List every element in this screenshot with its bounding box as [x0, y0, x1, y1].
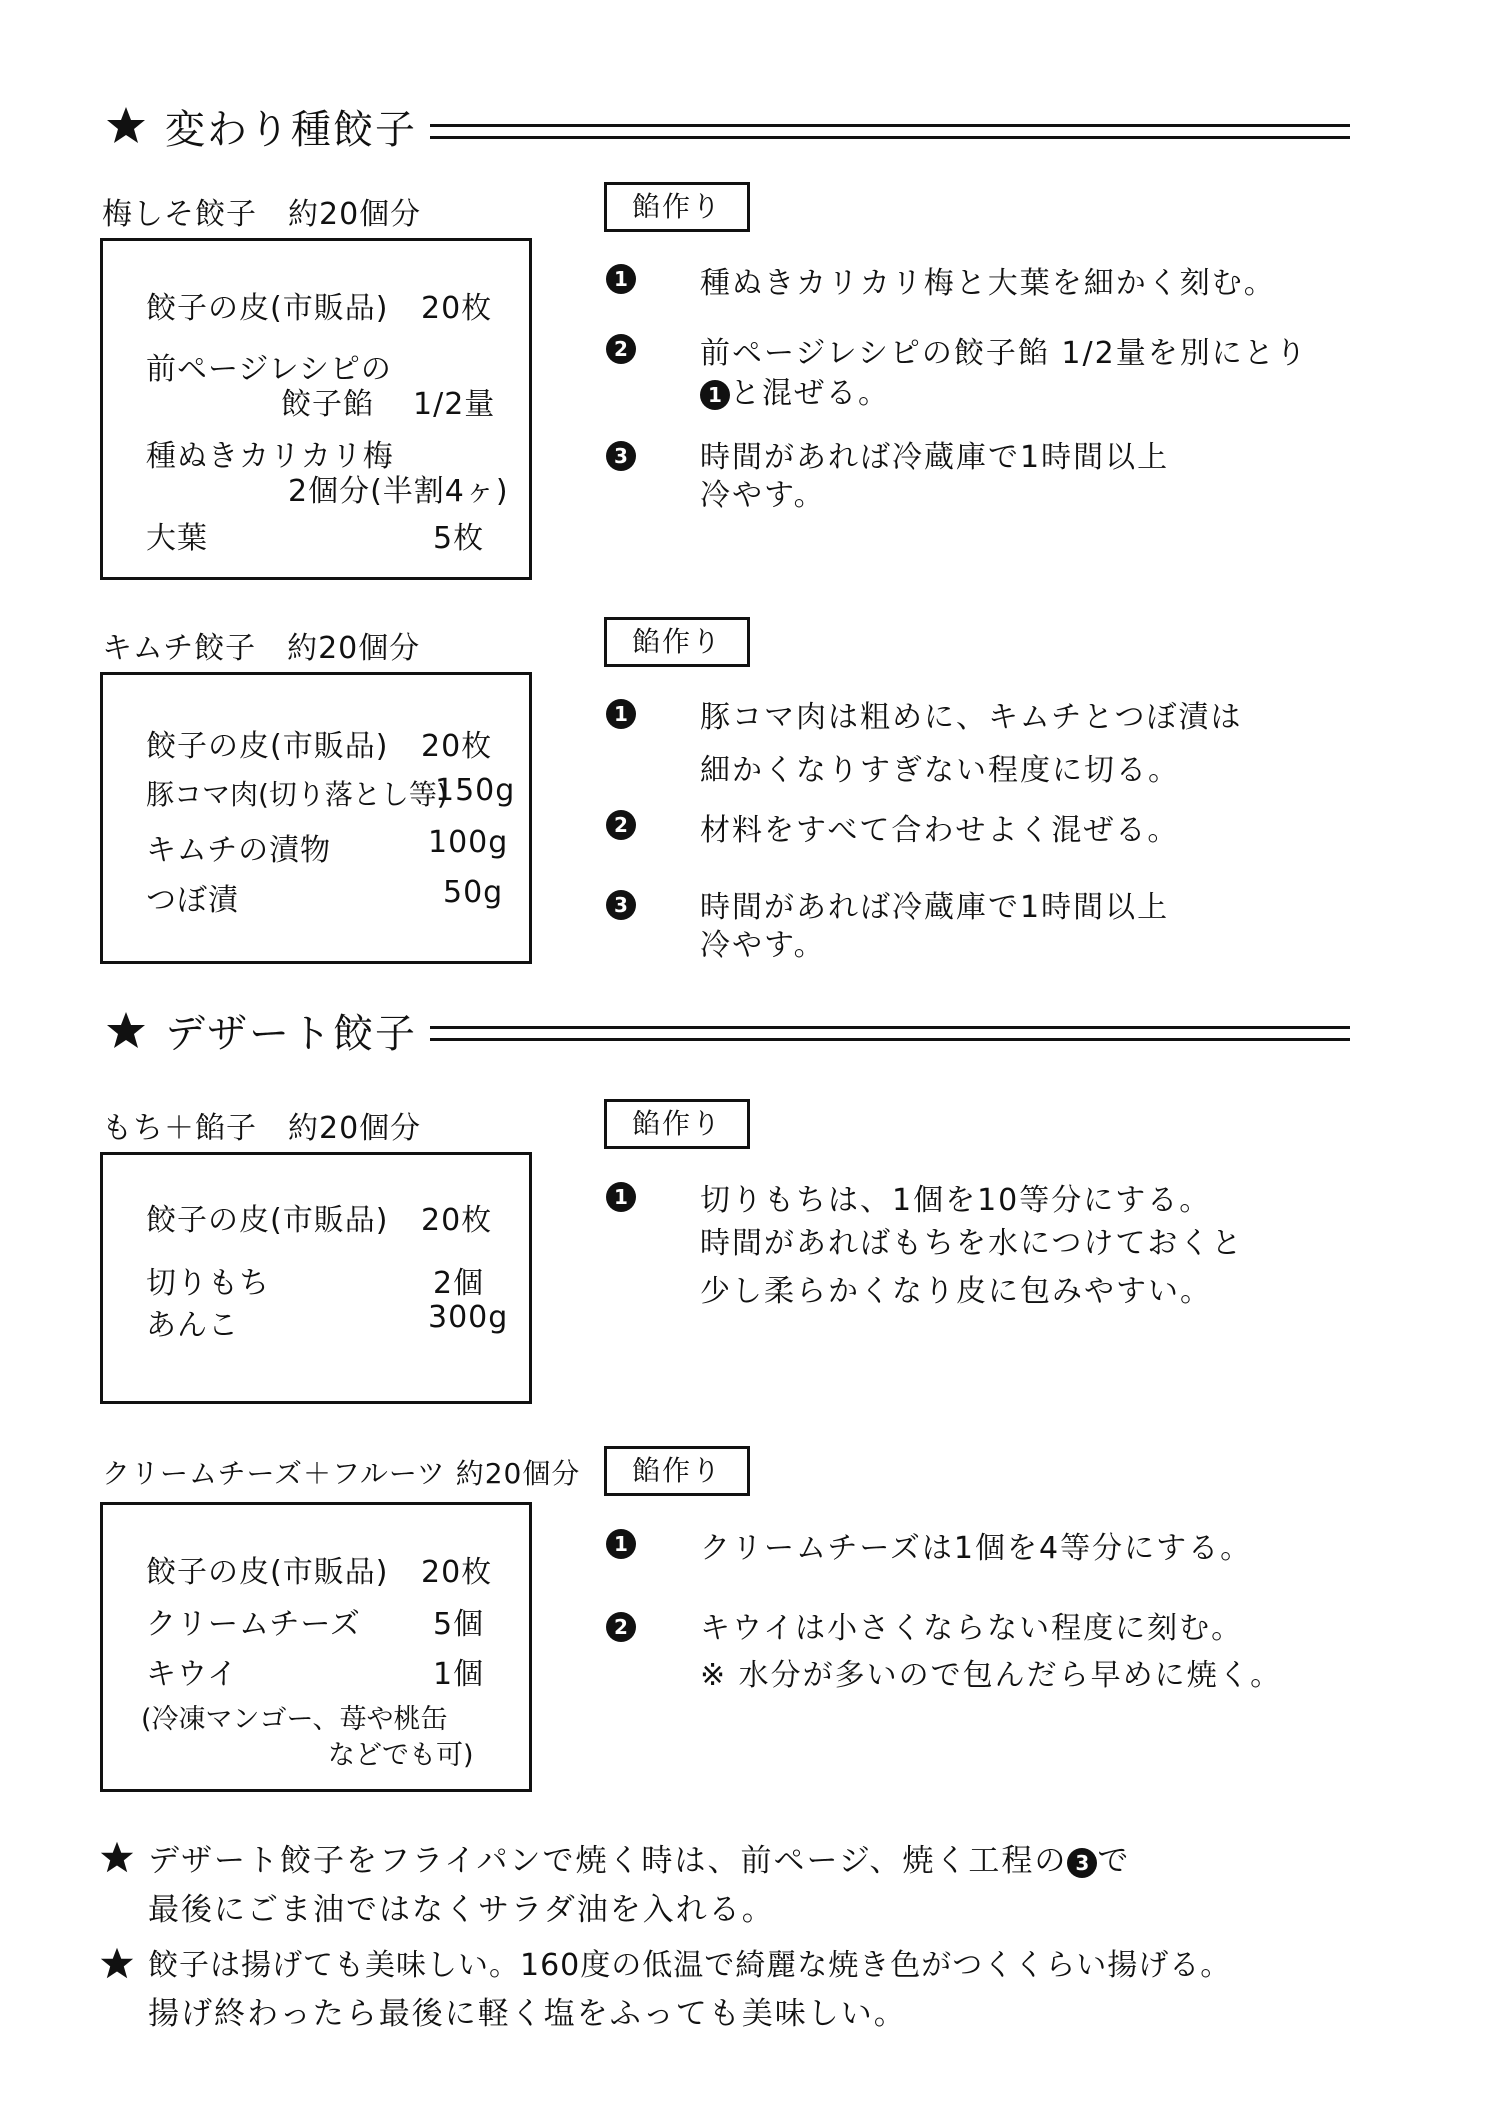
step-text: 時間があればもちを水につけておくと: [700, 1226, 1244, 1261]
ingredient-name: 前ページレシピの: [146, 352, 392, 387]
ingredient-name: 大葉: [146, 521, 208, 556]
step-text: 冷やす。: [700, 478, 826, 513]
ingredient-amount: 2個: [433, 1266, 485, 1301]
ingredient-amount: 5枚: [433, 521, 485, 556]
ingredient-name: などでも可): [328, 1740, 474, 1771]
ingredient-name: 餃子の皮(市販品): [146, 729, 389, 764]
ingredient-name: クリームチーズ: [146, 1607, 361, 1642]
section-title-dessert: デザート餃子: [165, 1011, 417, 1057]
step-text: ※ 水分が多いので包んだら早めに焼く。: [700, 1658, 1283, 1693]
section-title-variety: 変わり種餃子: [165, 107, 417, 153]
star-icon: [106, 1010, 146, 1050]
ingredient-name: (冷凍マンゴー、苺や桃缶: [141, 1704, 448, 1735]
step-text: キウイは小さくならない程度に刻む。: [700, 1611, 1244, 1646]
ingredient-name: 餃子の皮(市販品): [146, 1555, 389, 1590]
ingredient-name: 2個分(半割4ヶ): [288, 474, 509, 509]
note-text: [148, 1835, 1130, 1880]
note-text-part: デザート餃子をフライパンで焼く時は、前ページ、焼く工程の: [148, 1843, 1068, 1879]
step-number: 1: [606, 264, 636, 294]
ingredient-amount: 150g: [435, 773, 516, 808]
recipe-title-ume-shiso: 梅しそ餃子 約20個分: [102, 197, 422, 232]
recipe-title-cream-cheese-fruit: クリームチーズ＋フルーツ 約20個分: [102, 1457, 581, 1490]
ingredient-name: あんこ: [146, 1308, 239, 1343]
step-number: 1: [606, 699, 636, 729]
filling-tag: 餡作り: [604, 182, 750, 232]
note-ref-number: 3: [1067, 1848, 1097, 1878]
ingredient-name: 豚コマ肉(切り落とし等): [146, 778, 448, 811]
step-text: 細かくなりすぎない程度に切る。: [700, 753, 1180, 788]
step-text: 豚コマ肉は粗めに、キムチとつぼ漬は: [700, 700, 1243, 735]
ingredient-amount: 20枚: [421, 1203, 493, 1238]
ingredient-name: キムチの漬物: [146, 833, 332, 868]
step-text: 材料をすべて合わせよく混ぜる。: [700, 813, 1180, 848]
step-number: 3: [606, 441, 636, 471]
step-text: 切りもちは、1個を10等分にする。: [700, 1183, 1212, 1218]
step-number: 3: [606, 890, 636, 920]
note-text: 餃子は揚げても美味しい。160度の低温で綺麗な焼き色がつくくらい揚げる。: [148, 1948, 1232, 1983]
ingredient-box: [100, 1152, 532, 1404]
step-number: 2: [606, 1612, 636, 1642]
step-text: 時間があれば冷蔵庫で1時間以上: [700, 440, 1170, 475]
ingredient-name: 種ぬきカリカリ梅: [146, 439, 394, 474]
recipe-title-mochi-anko: もち＋餡子 約20個分: [102, 1111, 422, 1146]
ingredient-amount: 100g: [428, 825, 509, 860]
step-text: [700, 368, 890, 412]
star-icon: [106, 105, 146, 145]
step-text: 前ページレシピの餃子餡 1/2量を別にとり: [700, 336, 1308, 371]
step-number: 1: [606, 1182, 636, 1212]
ingredient-name: キウイ: [146, 1657, 239, 1692]
step-number: 2: [606, 810, 636, 840]
star-icon: [100, 1840, 134, 1874]
note-text-part: で: [1097, 1843, 1131, 1879]
recipe-title-kimchi: キムチ餃子 約20個分: [102, 631, 421, 666]
step-text: 時間があれば冷蔵庫で1時間以上: [700, 890, 1170, 925]
filling-tag: 餡作り: [604, 617, 750, 667]
step-text-continued: と混ぜる。: [730, 376, 890, 411]
step-number: 1: [606, 1529, 636, 1559]
ingredient-name: 餃子の皮(市販品): [146, 291, 389, 326]
ingredient-amount: 1/2量: [413, 387, 496, 422]
filling-tag: 餡作り: [604, 1446, 750, 1496]
ingredient-box: [100, 672, 532, 964]
step-number: 2: [606, 334, 636, 364]
ingredient-amount: 1個: [433, 1657, 485, 1692]
note-text: 最後にごま油ではなくサラダ油を入れる。: [148, 1892, 775, 1928]
ingredient-box: [100, 238, 532, 580]
ingredient-amount: 20枚: [421, 291, 493, 326]
ingredient-name: 餃子の皮(市販品): [146, 1203, 389, 1238]
ingredient-name: 餃子餡: [281, 387, 374, 422]
ingredient-box: [100, 1502, 532, 1792]
ingredient-amount: 5個: [433, 1607, 485, 1642]
note-text: 揚げ終わったら最後に軽く塩をふっても美味しい。: [148, 1996, 907, 2032]
step-ref-number: 1: [700, 380, 730, 410]
step-text: 種ぬきカリカリ梅と大葉を細かく刻む。: [700, 266, 1276, 301]
ingredient-amount: 20枚: [421, 1555, 493, 1590]
section-divider: [430, 1026, 1350, 1041]
step-text: 少し柔らかくなり皮に包みやすい。: [700, 1274, 1212, 1309]
filling-tag: 餡作り: [604, 1099, 750, 1149]
step-text: クリームチーズは1個を4等分にする。: [700, 1531, 1253, 1566]
step-text: 冷やす。: [700, 928, 826, 963]
ingredient-name: つぼ漬: [146, 883, 239, 918]
ingredient-amount: 20枚: [421, 729, 493, 764]
ingredient-amount: 300g: [428, 1300, 509, 1335]
section-divider: [430, 124, 1350, 139]
ingredient-name: 切りもち: [146, 1266, 270, 1301]
ingredient-amount: 50g: [443, 875, 504, 910]
star-icon: [100, 1946, 134, 1980]
